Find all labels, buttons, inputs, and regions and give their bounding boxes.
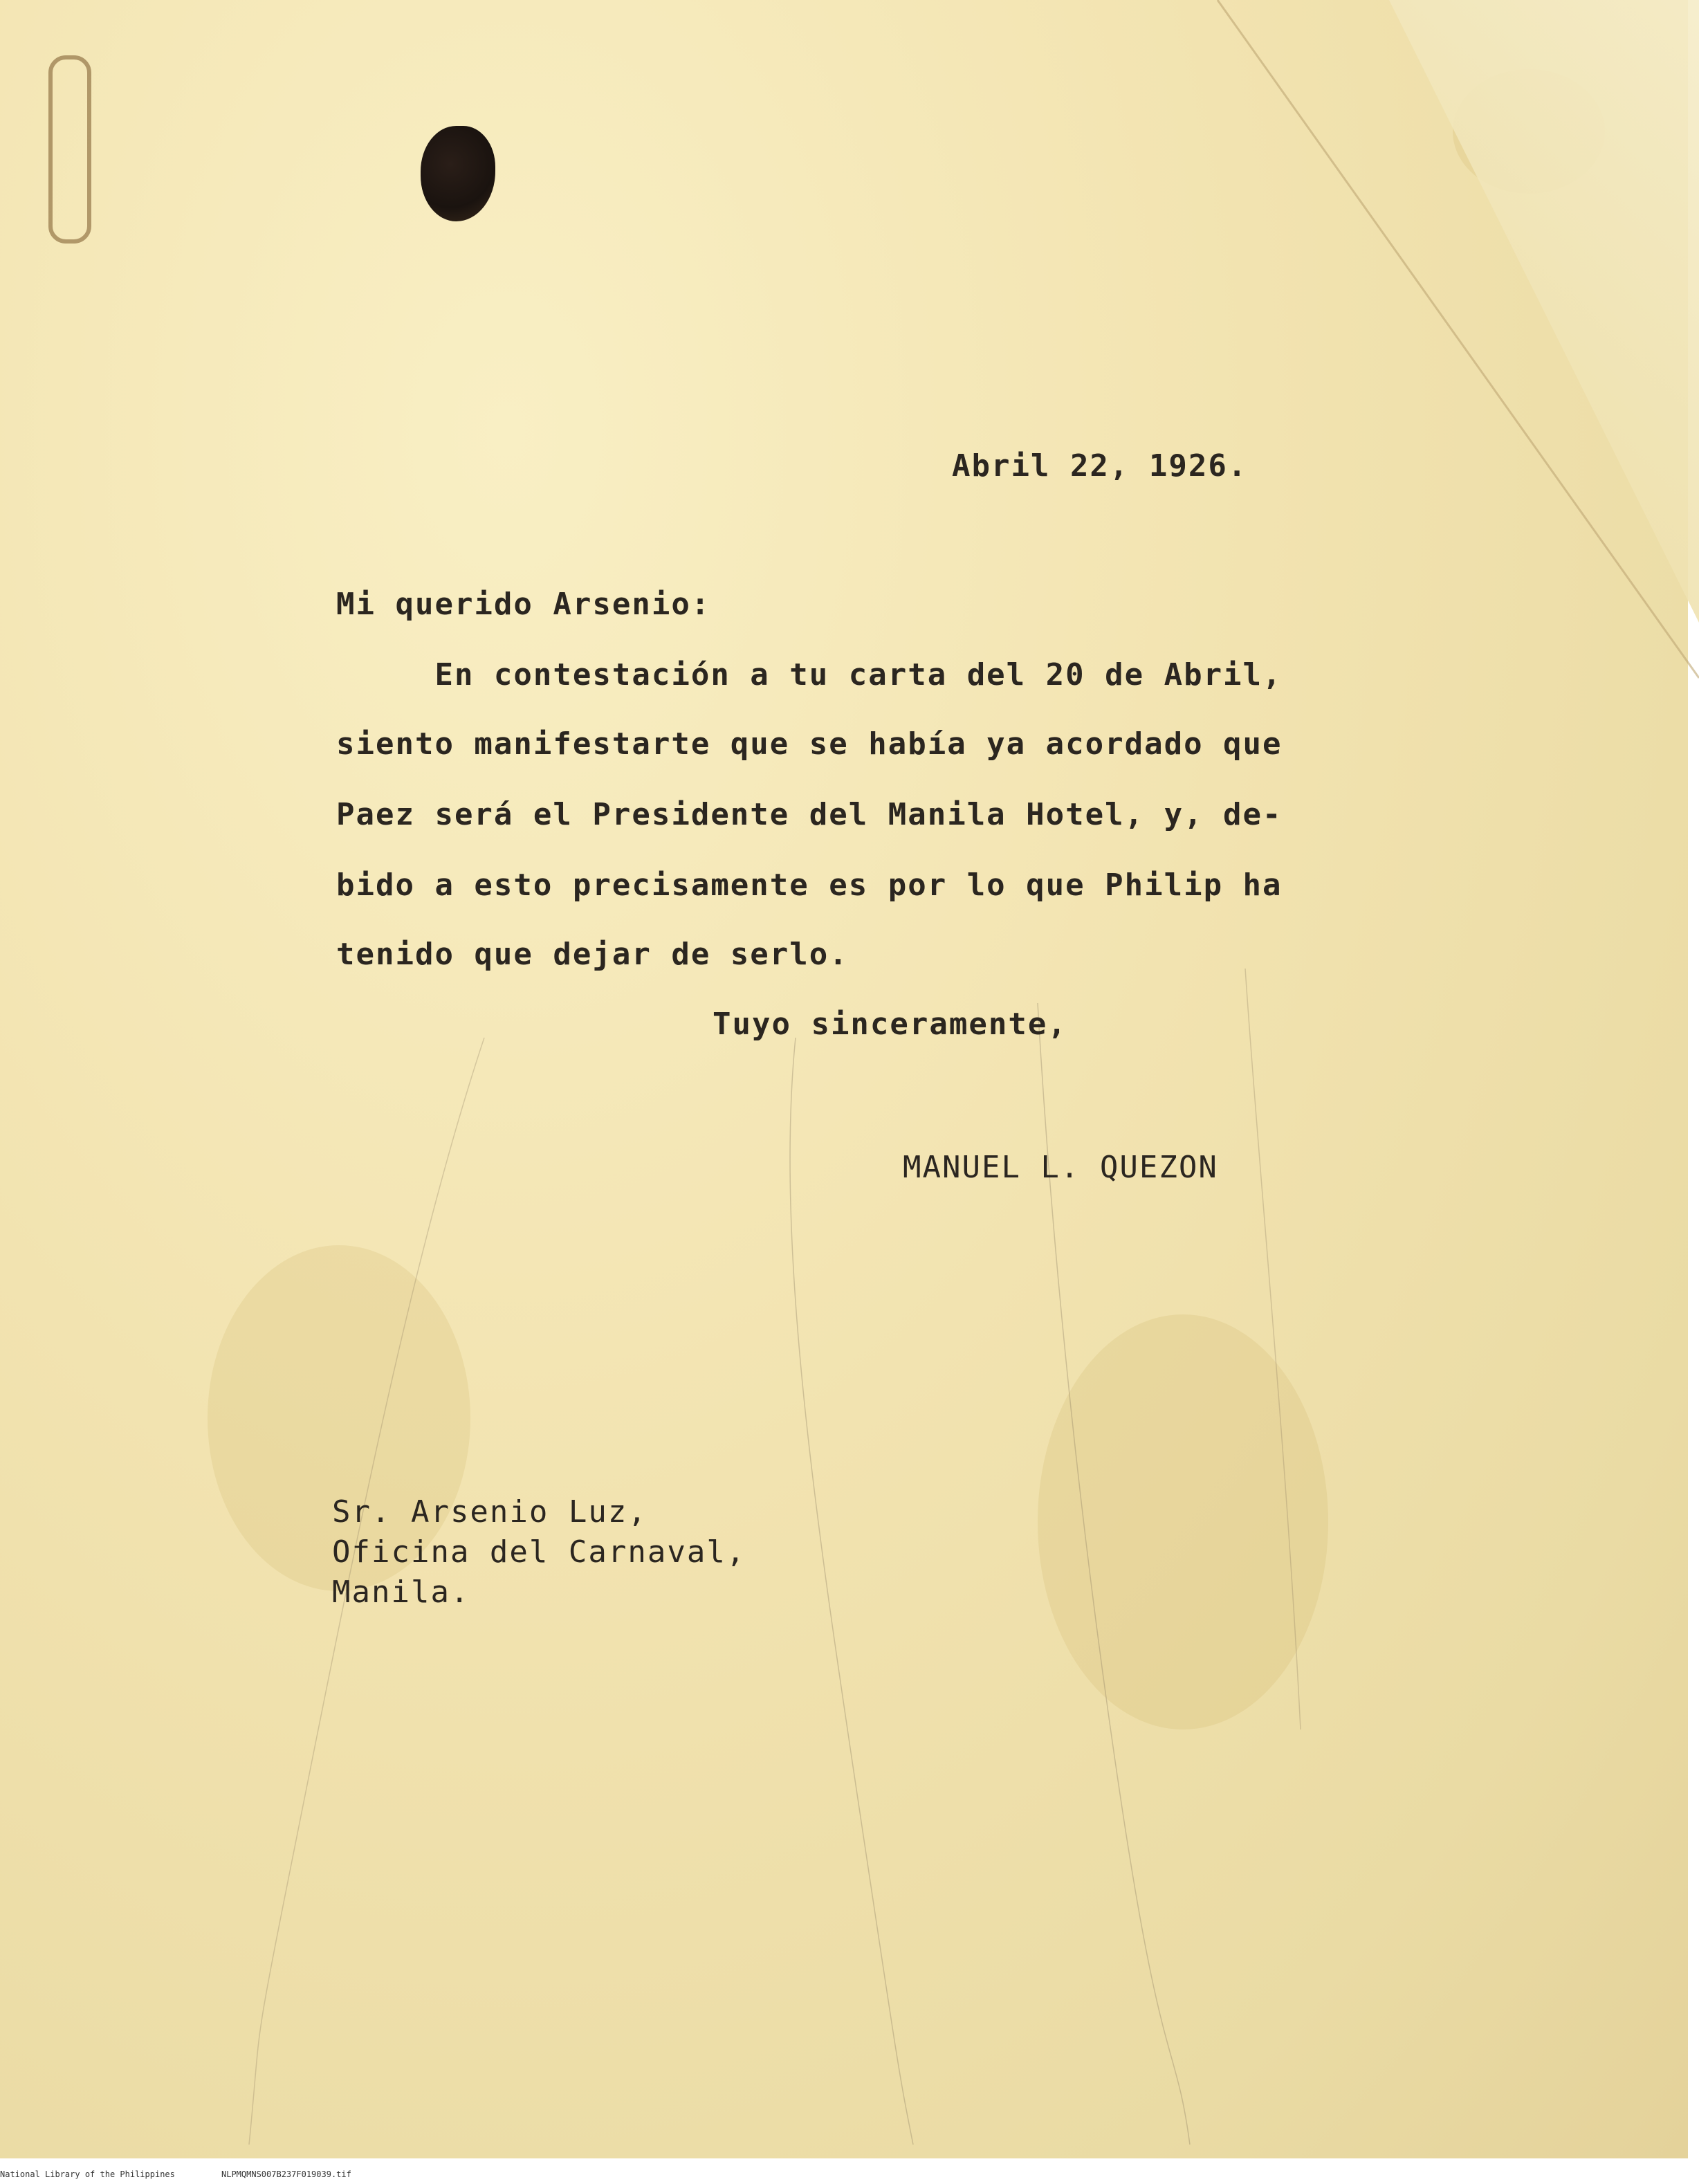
- address-line: Oficina del Carnaval,: [332, 1534, 746, 1570]
- letter-date: Abril 22, 1926.: [952, 448, 1248, 484]
- letter-body-line: bido a esto precisamente es por lo que Philip ha: [336, 868, 1283, 903]
- letter-closing: Tuyo sinceramente,: [713, 1007, 1067, 1042]
- address-line: Manila.: [332, 1575, 470, 1610]
- letter-body-line: Paez será el Presidente del Manila Hotel, y, de-: [336, 797, 1283, 832]
- file-id: NLPMQMNS007B237F019039.tif: [221, 2169, 351, 2179]
- letter-body-line: En contestación a tu carta del 20 de Abril,: [336, 657, 1283, 692]
- library-credit: National Library of the Philippines: [0, 2169, 175, 2179]
- scan-footer: [0, 2164, 1699, 2184]
- paper-clip-stain: [48, 55, 91, 244]
- address-line: Sr. Arsenio Luz,: [332, 1494, 648, 1530]
- letter-salutation: Mi querido Arsenio:: [336, 587, 711, 622]
- letter-body-line: tenido que dejar de serlo.: [336, 937, 849, 972]
- letter-body-line: siento manifestarte que se había ya acordado que: [336, 726, 1283, 762]
- letter-signature: MANUEL L. QUEZON: [903, 1150, 1218, 1185]
